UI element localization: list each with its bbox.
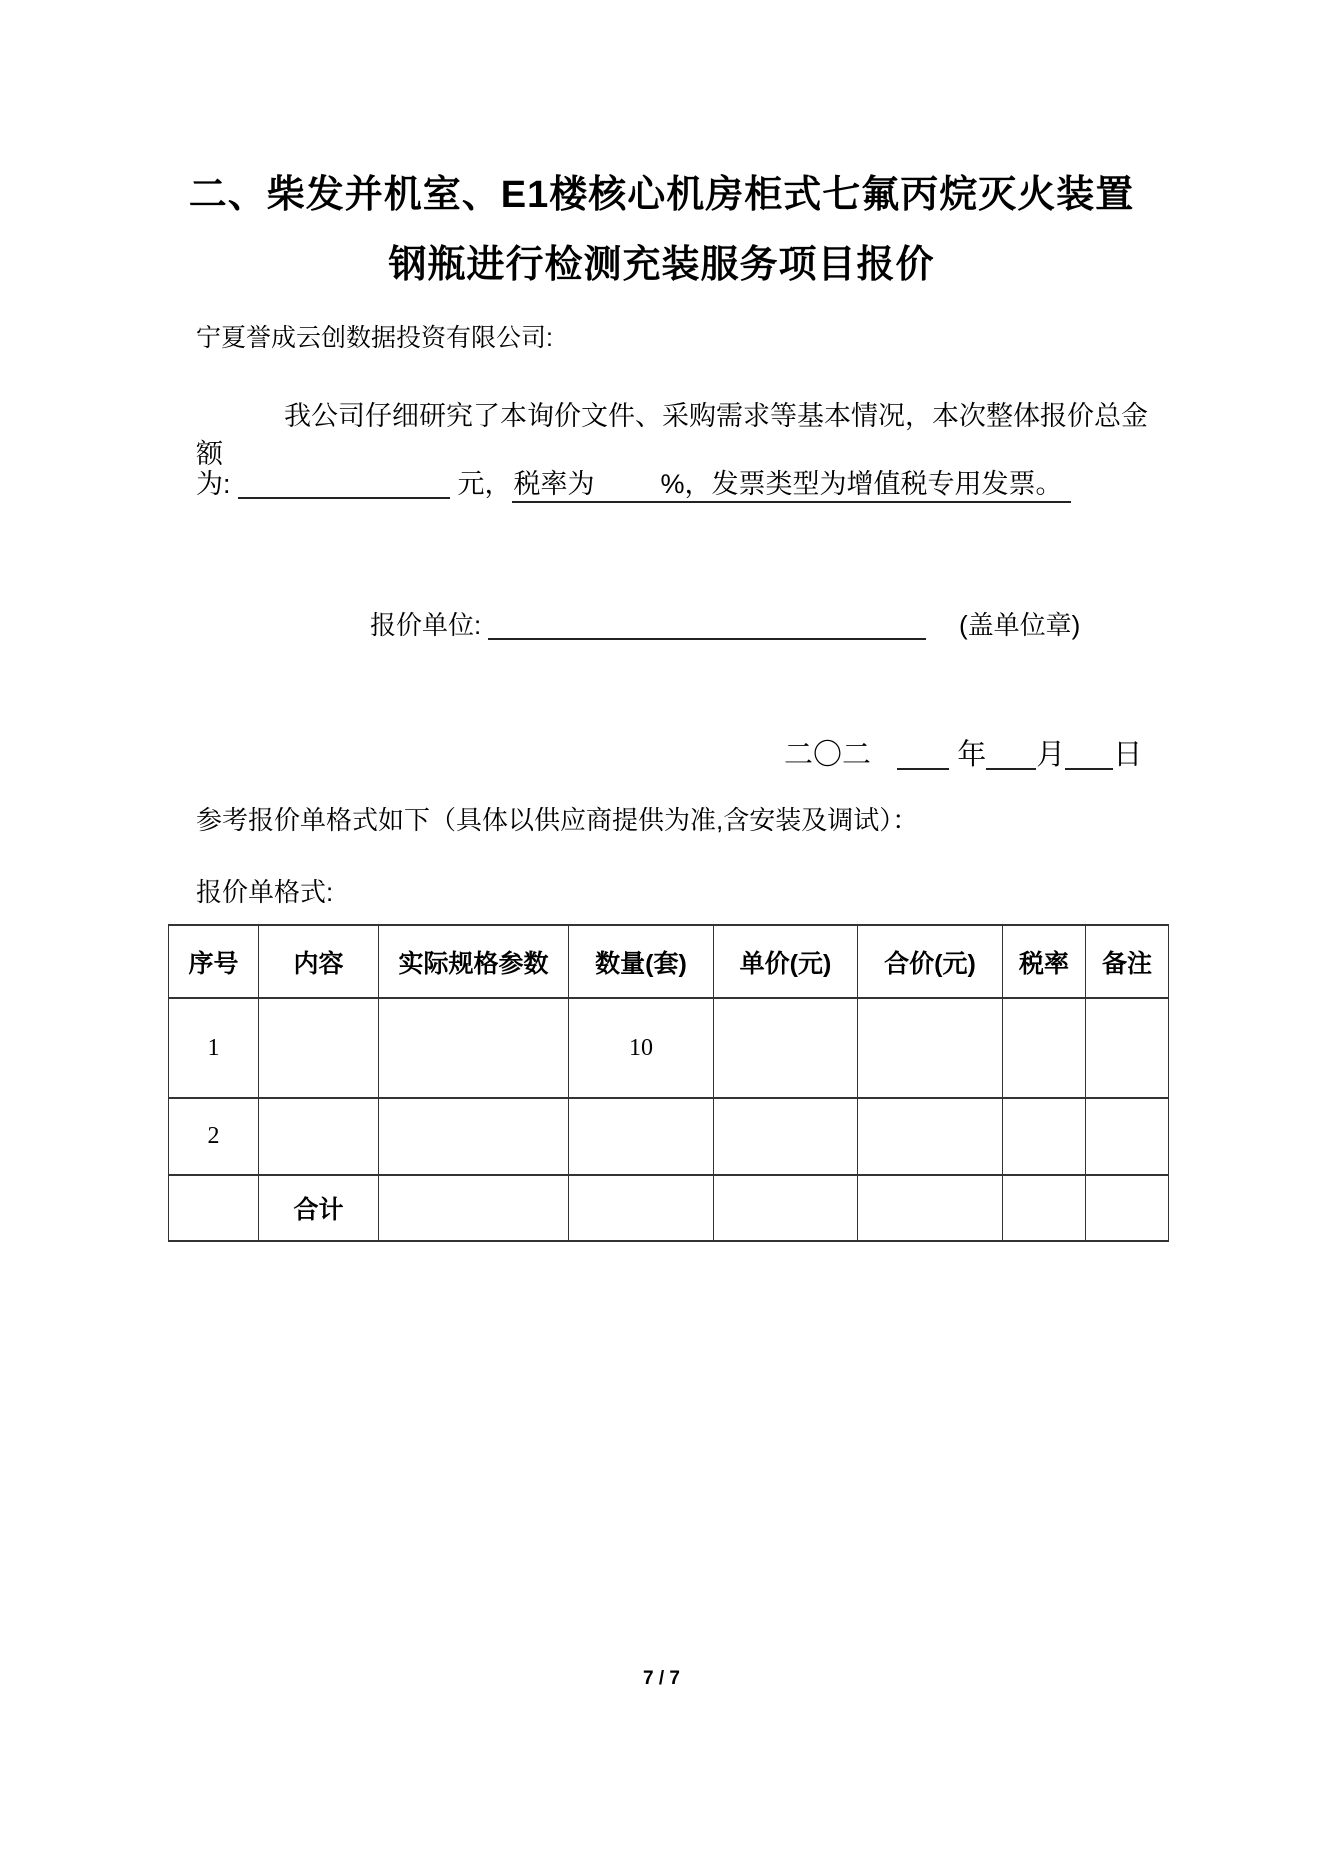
seal-note: (盖单位章): [958, 610, 1081, 640]
tax-invoice-underlined-segment: [512, 468, 1071, 503]
cell-content: [259, 998, 379, 1098]
cell-remark: [1086, 1098, 1169, 1175]
page-title-line-1: 二、柴发并机室、E1楼核心机房柜式七氟丙烷灭火装置: [188, 174, 1135, 216]
quote-unit-blank-field: [488, 602, 926, 640]
page-title-line-2: 钢瓶进行检测充装服务项目报价: [388, 244, 935, 286]
cell-tax-rate: [1003, 1098, 1086, 1175]
date-month-label: 月: [1036, 739, 1066, 771]
quote-table: [168, 924, 1169, 1242]
col-header-unit-price: 单价(元): [714, 925, 858, 998]
cell-spec: [379, 1175, 569, 1241]
date-month-blank: [986, 732, 1036, 770]
cell-index: 2: [169, 1098, 259, 1175]
reference-note-line: 参考报价单格式如下（具体以供应商提供为准,含安装及调试）：: [196, 805, 919, 835]
cell-total-price: [858, 1175, 1003, 1241]
col-header-content: 内容: [259, 925, 379, 998]
date-line: [784, 732, 1142, 776]
date-day-label: 日: [1113, 739, 1143, 771]
amount-blank-field: [238, 461, 450, 499]
date-prefix: 二〇二: [784, 739, 872, 771]
col-header-total-price: 合价(元): [858, 925, 1003, 998]
col-header-remark: 备注: [1086, 925, 1169, 998]
cell-qty: [569, 1175, 714, 1241]
cell-spec: [379, 1098, 569, 1175]
cell-qty: [569, 1098, 714, 1175]
amount-prefix: 为:: [196, 469, 231, 499]
cell-tax-rate: [1003, 998, 1086, 1098]
col-header-index: 序号: [169, 925, 259, 998]
cell-qty: 10: [569, 998, 714, 1098]
table-row-2: [169, 1098, 1169, 1175]
offer-paragraph-line-1: 我公司仔细研究了本询价文件、采购需求等基本情况，本次整体报价总金额: [196, 401, 1148, 469]
col-header-spec: 实际规格参数: [379, 925, 569, 998]
cell-content: [259, 1098, 379, 1175]
cell-total-price: [858, 1098, 1003, 1175]
cell-unit-price: [714, 998, 858, 1098]
cell-spec: [379, 998, 569, 1098]
col-header-tax-rate: 税率: [1003, 925, 1086, 998]
cell-total-price: [858, 998, 1003, 1098]
table-row-total: [169, 1175, 1169, 1241]
cell-remark: [1086, 1175, 1169, 1241]
amount-unit: 元，: [457, 469, 512, 499]
cell-tax-rate: [1003, 1175, 1086, 1241]
table-header-row: [169, 925, 1169, 998]
offer-amount-line: [196, 461, 1071, 505]
page-number: 7 / 7: [643, 1668, 680, 1689]
date-year-label: 年: [957, 739, 987, 771]
invoice-type-text: %，发票类型为增值税专用发票。: [660, 469, 1063, 499]
addressee-line: 宁夏誉成云创数据投资有限公司:: [196, 324, 553, 352]
date-year-blank: [897, 732, 949, 770]
cell-index: 1: [169, 998, 259, 1098]
quote-unit-label: 报价单位:: [370, 610, 482, 640]
cell-index: [169, 1175, 259, 1241]
cell-unit-price: [714, 1175, 858, 1241]
tax-rate-label: 税率为: [513, 469, 595, 499]
quote-unit-line: [370, 602, 1080, 646]
page-title: [0, 160, 1323, 300]
cell-unit-price: [714, 1098, 858, 1175]
cell-total-label: 合计: [259, 1175, 379, 1241]
cell-remark: [1086, 998, 1169, 1098]
table-row-1: [169, 998, 1169, 1098]
date-day-blank: [1065, 732, 1113, 770]
quote-form-label: 报价单格式:: [196, 877, 334, 907]
col-header-qty: 数量(套): [569, 925, 714, 998]
